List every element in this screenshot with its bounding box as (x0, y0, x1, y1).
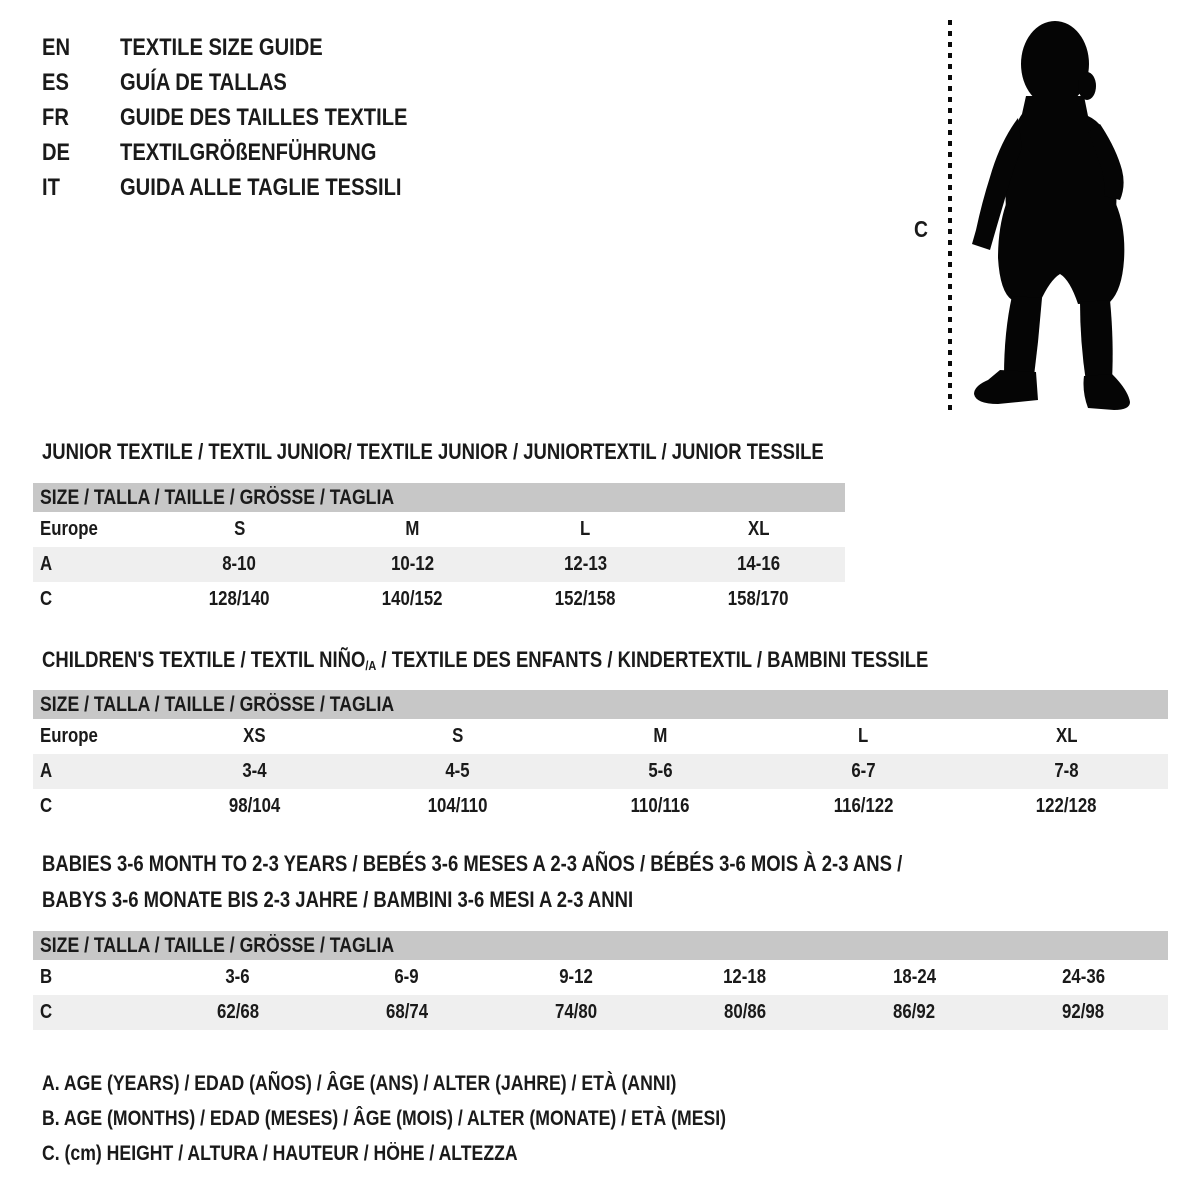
size-cell: 12-18 (723, 966, 767, 988)
size-bar: SIZE / TALLA / TAILLE / GRÖSSE / TAGLIA (33, 931, 1168, 960)
table-row (33, 582, 845, 617)
table-row (33, 754, 1168, 789)
row-label: A (40, 760, 53, 782)
size-cell: 122/128 (1036, 795, 1097, 817)
children-section-heading (42, 642, 1097, 684)
size-cell: 8-10 (222, 553, 257, 575)
size-bar-row (33, 690, 1168, 719)
row-label: Europe (40, 725, 98, 747)
size-cell: 128/140 (209, 588, 270, 610)
size-cell: 3-6 (225, 966, 250, 988)
junior-section-heading (42, 434, 973, 470)
size-cell: 86/92 (893, 1001, 936, 1023)
size-cell: XL (747, 518, 770, 540)
size-cell: 12-13 (564, 553, 607, 575)
size-cell: 140/152 (382, 588, 443, 610)
row-label: Europe (40, 518, 98, 540)
language-row-fr (42, 100, 462, 135)
size-cell: 62/68 (216, 1001, 259, 1023)
babies-size-table (33, 931, 1168, 1030)
language-code: EN (42, 34, 71, 61)
table-row (33, 995, 1168, 1030)
footnote-a: A. AGE (YEARS) / EDAD (AÑOS) / ÂGE (ANS) / ALTER (JAHRE) / ETÀ (ANNI) (42, 1072, 677, 1095)
row-label: C (40, 588, 53, 610)
guide-title-fr: GUIDE DES TAILLES TEXTILE (120, 104, 408, 131)
height-measure-label: C (914, 216, 928, 242)
size-cell: 68/74 (385, 1001, 428, 1023)
size-cell: 6-9 (394, 966, 419, 988)
size-cell: 6-7 (851, 760, 876, 782)
language-code: ES (42, 69, 69, 96)
size-cell: 74/80 (554, 1001, 597, 1023)
guide-title-de: TEXTILGRÖßENFÜHRUNG (120, 139, 377, 166)
babies-heading-line2: BABYS 3-6 MONATE BIS 2-3 JAHRE / BAMBINI 3-6 MESI A 2-3 ANNI (42, 887, 634, 912)
toddler-silhouette-icon (900, 12, 1150, 424)
language-code: DE (42, 139, 71, 166)
row-label: B (40, 966, 53, 988)
language-code: FR (42, 104, 69, 131)
language-row-it (42, 170, 462, 205)
guide-title-en: TEXTILE SIZE GUIDE (120, 34, 323, 61)
size-cell: 158/170 (728, 588, 789, 610)
language-row-es (42, 65, 462, 100)
size-bar: SIZE / TALLA / TAILLE / GRÖSSE / TAGLIA (33, 483, 845, 512)
size-cell: 4-5 (445, 760, 470, 782)
size-cell: 10-12 (391, 553, 434, 575)
guide-title-es: GUÍA DE TALLAS (120, 69, 287, 96)
size-cell: 116/122 (833, 795, 894, 817)
language-title-block (42, 30, 462, 205)
babies-section-heading (42, 846, 1066, 918)
table-row (33, 719, 1168, 754)
size-cell: 104/110 (427, 795, 488, 817)
size-cell: 5-6 (648, 760, 673, 782)
guide-title-it: GUIDA ALLE TAGLIE TESSILI (120, 174, 402, 201)
nino-a-subscript: /A (365, 658, 377, 673)
size-bar-row (33, 483, 845, 512)
size-cell: 152/158 (555, 588, 616, 610)
size-cell: 9-12 (559, 966, 593, 988)
size-cell: 7-8 (1054, 760, 1079, 782)
language-row-de (42, 135, 462, 170)
row-label: A (40, 553, 53, 575)
size-bar: SIZE / TALLA / TAILLE / GRÖSSE / TAGLIA (33, 690, 1168, 719)
size-bar-row (33, 931, 1168, 960)
footnote-b: B. AGE (MONTHS) / EDAD (MESES) / ÂGE (MOIS) / ALTER (MONATE) / ETÀ (MESI) (42, 1107, 727, 1130)
size-cell: 110/116 (631, 795, 690, 817)
table-row (33, 789, 1168, 824)
language-code: IT (42, 174, 60, 201)
size-cell: S (451, 725, 464, 747)
row-label: C (40, 1001, 53, 1023)
height-measure-figure (900, 12, 1150, 424)
size-cell: 24-36 (1061, 966, 1105, 988)
size-cell: 18-24 (892, 966, 936, 988)
junior-heading-text: JUNIOR TEXTILE / TEXTIL JUNIOR/ TEXTILE JUNIOR / JUNIORTEXTIL / JUNIOR TESSILE (42, 439, 824, 464)
size-cell: L (580, 518, 591, 540)
babies-heading-line1: BABIES 3-6 MONTH TO 2-3 YEARS / BEBÉS 3-6 MESES A 2-3 AÑOS / BÉBÉS 3-6 MOIS À 2-3 ANS / (42, 851, 903, 876)
size-cell: XS (243, 725, 266, 747)
junior-size-table (33, 483, 845, 617)
size-cell: M (653, 725, 668, 747)
size-cell: 92/98 (1062, 1001, 1105, 1023)
row-label: C (40, 795, 53, 817)
size-cell: 98/104 (228, 795, 281, 817)
table-row (33, 547, 845, 582)
size-cell: 14-16 (737, 553, 780, 575)
footnote-c: C. (cm) HEIGHT / ALTURA / HAUTEUR / HÖHE / ALTEZZA (42, 1142, 518, 1165)
size-cell: XL (1055, 725, 1078, 747)
size-cell: M (405, 518, 420, 540)
size-cell: L (858, 725, 869, 747)
children-heading-text: CHILDREN'S TEXTILE / TEXTIL $NIÑO_{/A}$ / TEXTILE DES ENFANTS / KINDERTEXTIL / BAMBINI TESSILE (42, 647, 929, 673)
children-size-table (33, 690, 1168, 824)
table-row (33, 512, 845, 547)
size-cell: S (233, 518, 246, 540)
language-row-en (42, 30, 462, 65)
size-cell: 3-4 (242, 760, 267, 782)
size-cell: 80/86 (724, 1001, 767, 1023)
legend-footnotes (42, 1066, 856, 1171)
table-row (33, 960, 1168, 995)
